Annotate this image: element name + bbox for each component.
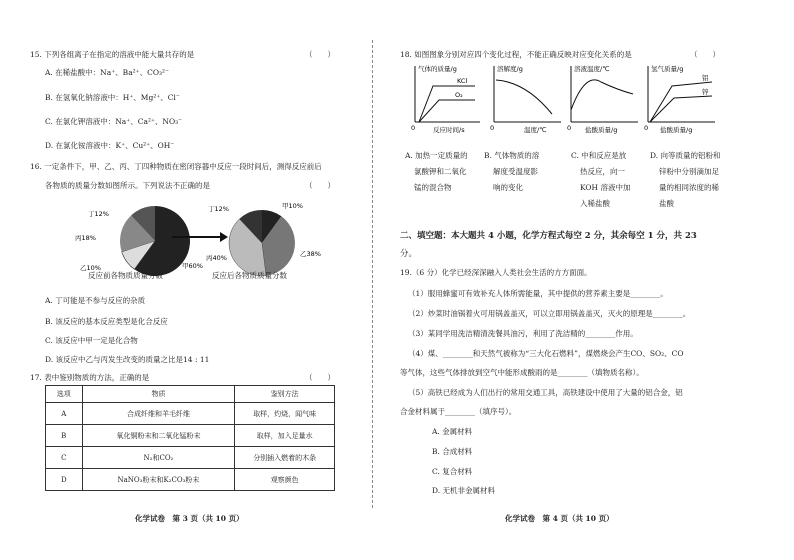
table-cell: A <box>46 403 83 425</box>
graph-d-caption-3: 量的相同浓度的稀 <box>659 183 719 192</box>
q17-table <box>45 385 335 491</box>
graph-d-ylabel: 氢气质量/g <box>651 65 684 73</box>
pie-after-label-yi: 乙38% <box>300 250 321 258</box>
q19-item-3: （3）某同学用洗洁精清洗餐具油污，利用了洗洁精的________作用。 <box>408 329 638 338</box>
q19-item-4a: （4）煤、________和天然气被称为“三大化石燃料”，煤燃烧会产生CO、SO₂、CO <box>408 349 684 358</box>
q19-stem: 19.（6 分）化学已经深深融入人类社会生活的方方面面。 <box>400 268 592 277</box>
pie-before-caption: 反应前各物质质量分数 <box>88 271 163 280</box>
pie-before-label-bing: 丙18% <box>75 234 96 242</box>
pie-after-label-ding: 丁12% <box>208 205 229 213</box>
q19-option-c: C. 复合材料 <box>432 467 473 476</box>
q15-option-a: A. 在稀盐酸中：Na⁺、Ba²⁺、CO₃²⁻ <box>45 68 169 77</box>
right-page-footer: 化学试卷 第 4 页（共 10 页） <box>505 514 614 523</box>
section-2-heading-line2: 分。 <box>400 249 418 259</box>
table-cell: NaNO₃粉末和K₂CO₃粉末 <box>82 469 235 491</box>
graph-a-caption-1: A. 加热一定质量的 <box>405 151 468 160</box>
q18-paren: （ ） <box>690 50 720 59</box>
q15-option-c: C. 在氯化钾溶液中：Na⁺、Ca²⁺、NO₃⁻ <box>45 117 183 126</box>
table-cell: B <box>46 425 83 447</box>
table-header-cell: 选项 <box>46 386 83 403</box>
q17-stem: 17. 表中鉴别物质的方法，正确的是 <box>30 373 150 382</box>
q19-item-1: （1）服用蜂蜜可有效补充人体所需能量，其中提供的营养素主要是________。 <box>408 289 668 298</box>
q15-paren: （ ） <box>305 50 335 59</box>
table-cell: C <box>46 447 83 469</box>
svg-text:0: 0 <box>567 124 572 132</box>
graph-d-line-al: 铝 <box>702 74 709 82</box>
graph-c-caption-1: C. 中和反应是放 <box>571 151 627 160</box>
table-cell: 氧化铜粉末和二氧化锰粉末 <box>82 425 235 447</box>
q16-paren: （ ） <box>305 181 335 190</box>
table-cell: 观察颜色 <box>235 469 335 491</box>
graph-b-caption-2: 解度受温度影 <box>493 167 538 176</box>
graph-d-xlabel: 盐酸质量/g <box>660 126 693 134</box>
q19-item-5b: 合金材料属于________（填序号）。 <box>400 407 517 416</box>
pie-after-label-bing: 丙40% <box>206 254 227 262</box>
q16-stem-line2: 各物质的质量分数如图所示。下列说法不正确的是 <box>45 181 210 190</box>
graph-d-caption-2: 锌粉中分别滴加足 <box>659 167 719 176</box>
graph-b-caption-1: B. 气体物质的溶 <box>484 151 540 160</box>
graph-c-caption-3: KOH 溶液中加 <box>580 183 631 192</box>
graph-d-caption-1: D. 向等质量的铝粉和 <box>650 151 721 160</box>
q18-graph-a <box>405 62 485 134</box>
pie-before-label-jia: 甲60% <box>182 262 203 270</box>
q16-option-d: D. 该反应中乙与丙发生改变的质量之比是14 : 11 <box>45 355 210 364</box>
table-cell: 取样，加入足量水 <box>235 425 335 447</box>
q16-stem-line1: 16. 一定条件下，甲、乙、丙、丁四种物质在密闭容器中反应一段时间后，测得反应前后 <box>30 162 322 171</box>
left-page-footer: 化学试卷 第 3 页（共 10 页） <box>135 514 244 523</box>
q19-option-a: A. 金属材料 <box>432 427 473 436</box>
table-cell: D <box>46 469 83 491</box>
q18-graph-c <box>563 62 643 134</box>
q18-graph-b <box>486 62 566 134</box>
q19-item-2: （2）炒菜时油锅着火可用锅盖盖灭，可以立即用锅盖盖灭，灭火的原理是________。 <box>408 309 691 318</box>
table-row <box>46 425 335 447</box>
graph-a-line-kcl: KCl <box>457 77 468 85</box>
table-row <box>46 403 335 425</box>
svg-text:0: 0 <box>490 124 495 132</box>
pie-after-caption: 反应后各物质质量分数 <box>212 271 287 280</box>
q19-item-4b: 等气体，这些气体排放到空气中能形成酸雨的是________（填物质名称）。 <box>400 368 644 377</box>
q19-option-d: D. 无机非金属材料 <box>432 486 496 495</box>
q16-option-c: C. 该反应中甲一定是化合物 <box>45 336 138 345</box>
svg-text:0: 0 <box>644 124 649 132</box>
svg-text:0: 0 <box>411 124 416 132</box>
graph-b-caption-3: 响的变化 <box>493 183 523 192</box>
graph-a-caption-3: 锰的混合物 <box>414 183 452 192</box>
table-cell: 分别插入燃着的木条 <box>235 447 335 469</box>
graph-a-line-o2: O₂ <box>455 91 463 99</box>
q15-option-d: D. 在氯化铵溶液中：K⁺、Cu²⁺、OH⁻ <box>45 141 175 150</box>
q19-option-b: B. 合成材料 <box>432 447 473 456</box>
pie-before-label-ding: 丁12% <box>88 210 109 218</box>
q19-item-5a: （5）高铁已经成为人们出行的常用交通工具，高铁建设中使用了大量的铝合金，铝 <box>408 388 683 397</box>
graph-b-xlabel: 温度/℃ <box>524 126 547 134</box>
graph-c-xlabel: 盐酸质量/g <box>585 126 618 134</box>
graph-c-caption-4: 入稀盐酸 <box>580 199 610 208</box>
pie-after-label-jia: 甲10% <box>282 202 303 210</box>
table-header-row <box>46 386 335 403</box>
graph-d-caption-4: 盐酸 <box>659 199 674 208</box>
q17-paren: （ ） <box>305 373 335 382</box>
page-divider <box>372 40 373 508</box>
table-header-cell: 物质 <box>82 386 235 403</box>
q16-option-b: B. 该反应的基本反应类型是化合反应 <box>45 317 168 326</box>
table-header-cell: 鉴别方法 <box>235 386 335 403</box>
q18-stem: 18. 如图图象分别对应四个变化过程，不能正确反映对应变化关系的是 <box>400 50 632 59</box>
table-row <box>46 469 335 491</box>
graph-b-ylabel: 溶解度/g <box>497 65 523 73</box>
graph-a-ylabel: 气体的质量/g <box>418 65 457 73</box>
table-cell: N₂和CO₂ <box>82 447 235 469</box>
graph-d-line-zn: 锌 <box>702 88 709 96</box>
graph-c-caption-2: 热反应，向一 <box>580 167 625 176</box>
graph-c-ylabel: 溶液温度/℃ <box>574 65 610 73</box>
graph-a-caption-2: 氯酸钾和二氧化 <box>414 167 467 176</box>
q18-graph-d <box>640 62 720 134</box>
table-cell: 取样，灼烧，闻气味 <box>235 403 335 425</box>
table-row <box>46 447 335 469</box>
q15-option-b: B. 在氢氧化钠溶液中：H⁺、Mg²⁺、Cl⁻ <box>45 93 180 102</box>
q16-option-a: A. 丁可能是不参与反应的杂质 <box>45 296 146 305</box>
q15-stem: 15. 下列各组离子在指定的溶液中能大量共存的是 <box>30 50 195 59</box>
table-cell: 合成纤维和羊毛纤维 <box>82 403 235 425</box>
graph-a-xlabel: 反应时间/s <box>433 126 465 134</box>
section-2-heading-line1: 二、填空题：本大题共 4 小题，化学方程式每空 2 分，其余每空 1 分，共 23 <box>400 231 697 241</box>
pie-before-label-yi: 乙10% <box>80 264 101 272</box>
